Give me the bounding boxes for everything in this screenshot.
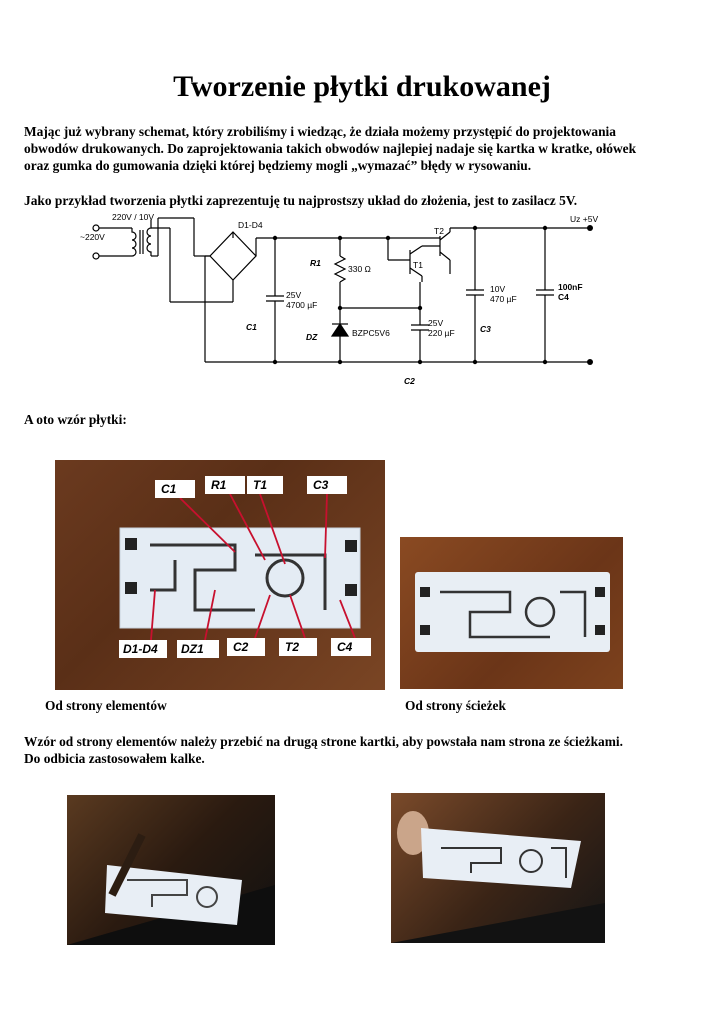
c4-label: C4: [558, 292, 569, 302]
transformer-label: 220V / 10V: [112, 212, 155, 222]
r1-value: 330 Ω: [348, 264, 371, 274]
c2-label: C2: [404, 376, 415, 386]
t2-label: T2: [434, 226, 444, 236]
example-text: Jako przykład tworzenia płytki zaprezentuję tu najprostszy układ do złożenia, jest to zasilacz 5V.: [24, 193, 578, 208]
c4-value: 100nF: [558, 282, 583, 292]
r1-label: R1: [310, 258, 321, 268]
power-supply-schematic: [70, 210, 630, 400]
photo-component-side: [55, 460, 385, 690]
label-r1: R1: [211, 478, 227, 492]
photo-tracing-pencil: [67, 795, 275, 945]
label-t2: T2: [285, 640, 300, 654]
c3-label: C3: [480, 324, 491, 334]
c2-value: 220 µF: [428, 328, 455, 338]
c2-voltage: 25V: [428, 318, 444, 328]
output-label: Uz +5V: [570, 214, 599, 224]
photo-holding-board: [391, 793, 605, 943]
label-c1: C1: [161, 482, 177, 496]
c1-voltage: 25V: [286, 290, 302, 300]
intro-line-2: obwodów drukowanych. Do zaprojektowania takich obwodów najlepiej nadaje się kartka w kratke, ołówek: [24, 141, 637, 156]
bridge-label: D1-D4: [238, 220, 263, 230]
label-c2: C2: [233, 640, 249, 654]
transfer-line-2: Do odbicia zastosowałem kalke.: [24, 751, 205, 766]
board-illustration: [55, 460, 385, 690]
transfer-line-1: Wzór od strony elementów należy przebić na drugą strone kartki, aby powstała nam strona ze ścieżkami.: [24, 734, 623, 749]
dz-value: BZPC5V6: [352, 328, 390, 338]
page-title: Tworzenie płytki drukowanej: [173, 70, 551, 103]
label-dz1: DZ1: [181, 642, 204, 656]
c3-voltage: 10V: [490, 284, 506, 294]
input-voltage-label: ~220V: [80, 232, 105, 242]
intro-line-1: Mając już wybrany schemat, który zrobiliśmy i wiedząc, że działa możemy przystępić do projektowania: [24, 124, 616, 139]
intro-line-3: oraz gumka do gumowania dzięki której będziemy mogli „wymazać” błędy w rysowaniu.: [24, 158, 532, 173]
pattern-heading: A oto wzór płytki:: [24, 412, 127, 427]
c1-label: C1: [246, 322, 257, 332]
c3-value: 470 µF: [490, 294, 517, 304]
label-c3: C3: [313, 478, 329, 492]
caption-traces-side: Od strony ścieżek: [405, 698, 506, 713]
c1-value: 4700 µF: [286, 300, 318, 310]
dz-label: DZ: [306, 332, 318, 342]
label-c4: C4: [337, 640, 353, 654]
t1-label: T1: [413, 260, 423, 270]
photo-trace-side: [400, 537, 623, 689]
label-t1: T1: [253, 478, 268, 492]
caption-components-side: Od strony elementów: [45, 698, 167, 713]
label-d1d4: D1-D4: [123, 642, 158, 656]
